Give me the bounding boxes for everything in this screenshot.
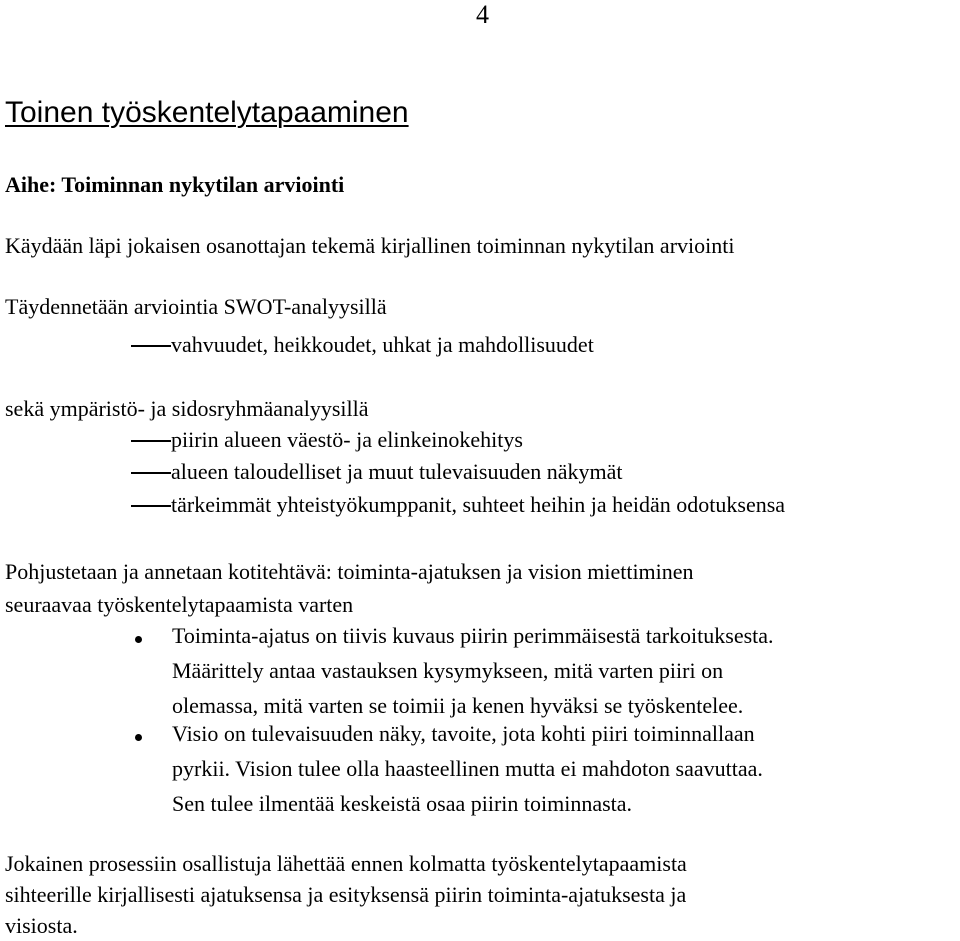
closing-line: visiosta. <box>5 913 78 938</box>
bullet-line: Määrittely antaa vastauksen kysymykseen, mitä varten piiri on <box>172 658 724 683</box>
intro-paragraph: Käydään läpi jokaisen osanottajan tekemä kirjallinen toiminnan nykytilan arviointi <box>5 233 735 258</box>
swot-lead: Täydennetään arviointia SWOT-analyysillä <box>5 294 387 319</box>
dash-bullet-icon <box>131 505 171 507</box>
bullet-line: Toiminta-ajatus on tiivis kuvaus piirin perimmäisestä tarkoituksesta. <box>172 623 774 648</box>
page-title: Toinen työskentelytapaaminen <box>5 96 409 129</box>
environment-item-text: alueen taloudelliset ja muut tulevaisuuden näkymät <box>171 459 623 484</box>
bullet-line: olemassa, mitä varten se toimii ja kenen hyväksi se työskentelee. <box>172 693 744 718</box>
swot-item-text: vahvuudet, heikkoudet, uhkat ja mahdollisuudet <box>171 332 594 357</box>
bullet-line: Visio on tulevaisuuden näky, tavoite, jota kohti piiri toiminnallaan <box>172 721 755 746</box>
dash-bullet-icon <box>131 440 171 442</box>
environment-item-text: tärkeimmät yhteistyökumppanit, suhteet heihin ja heidän odotuksensa <box>171 492 786 517</box>
bullet-text <box>172 719 763 824</box>
closing-line: sihteerille kirjallisesti ajatuksensa ja esityksensä piirin toiminta-ajatuksesta ja <box>5 882 687 907</box>
homework-line: Pohjustetaan ja annetaan kotitehtävä: toiminta-ajatuksen ja vision miettiminen <box>5 559 694 584</box>
homework-line: seuraavaa työskentelytapaamista varten <box>5 592 354 617</box>
bullet-dot-icon <box>135 636 142 643</box>
page-number: 4 <box>476 0 489 29</box>
bullet-line: Sen tulee ilmentää keskeistä osaa piirin toiminnasta. <box>172 791 633 816</box>
bullet-text <box>172 621 774 726</box>
dash-bullet-icon <box>131 472 171 474</box>
dash-bullet-icon <box>131 345 171 347</box>
bullet-line: pyrkii. Vision tulee olla haasteellinen mutta ei mahdoton saavuttaa. <box>172 756 763 781</box>
environment-lead: sekä ympäristö- ja sidosryhmäanalyysillä <box>5 396 369 421</box>
closing-line: Jokainen prosessiin osallistuja lähettää ennen kolmatta työskentelytapaamista <box>5 851 687 876</box>
environment-item-text: piirin alueen väestö- ja elinkeinokehitys <box>171 427 523 452</box>
subject-line: Aihe: Toiminnan nykytilan arviointi <box>5 172 345 197</box>
bullet-dot-icon <box>135 734 142 741</box>
